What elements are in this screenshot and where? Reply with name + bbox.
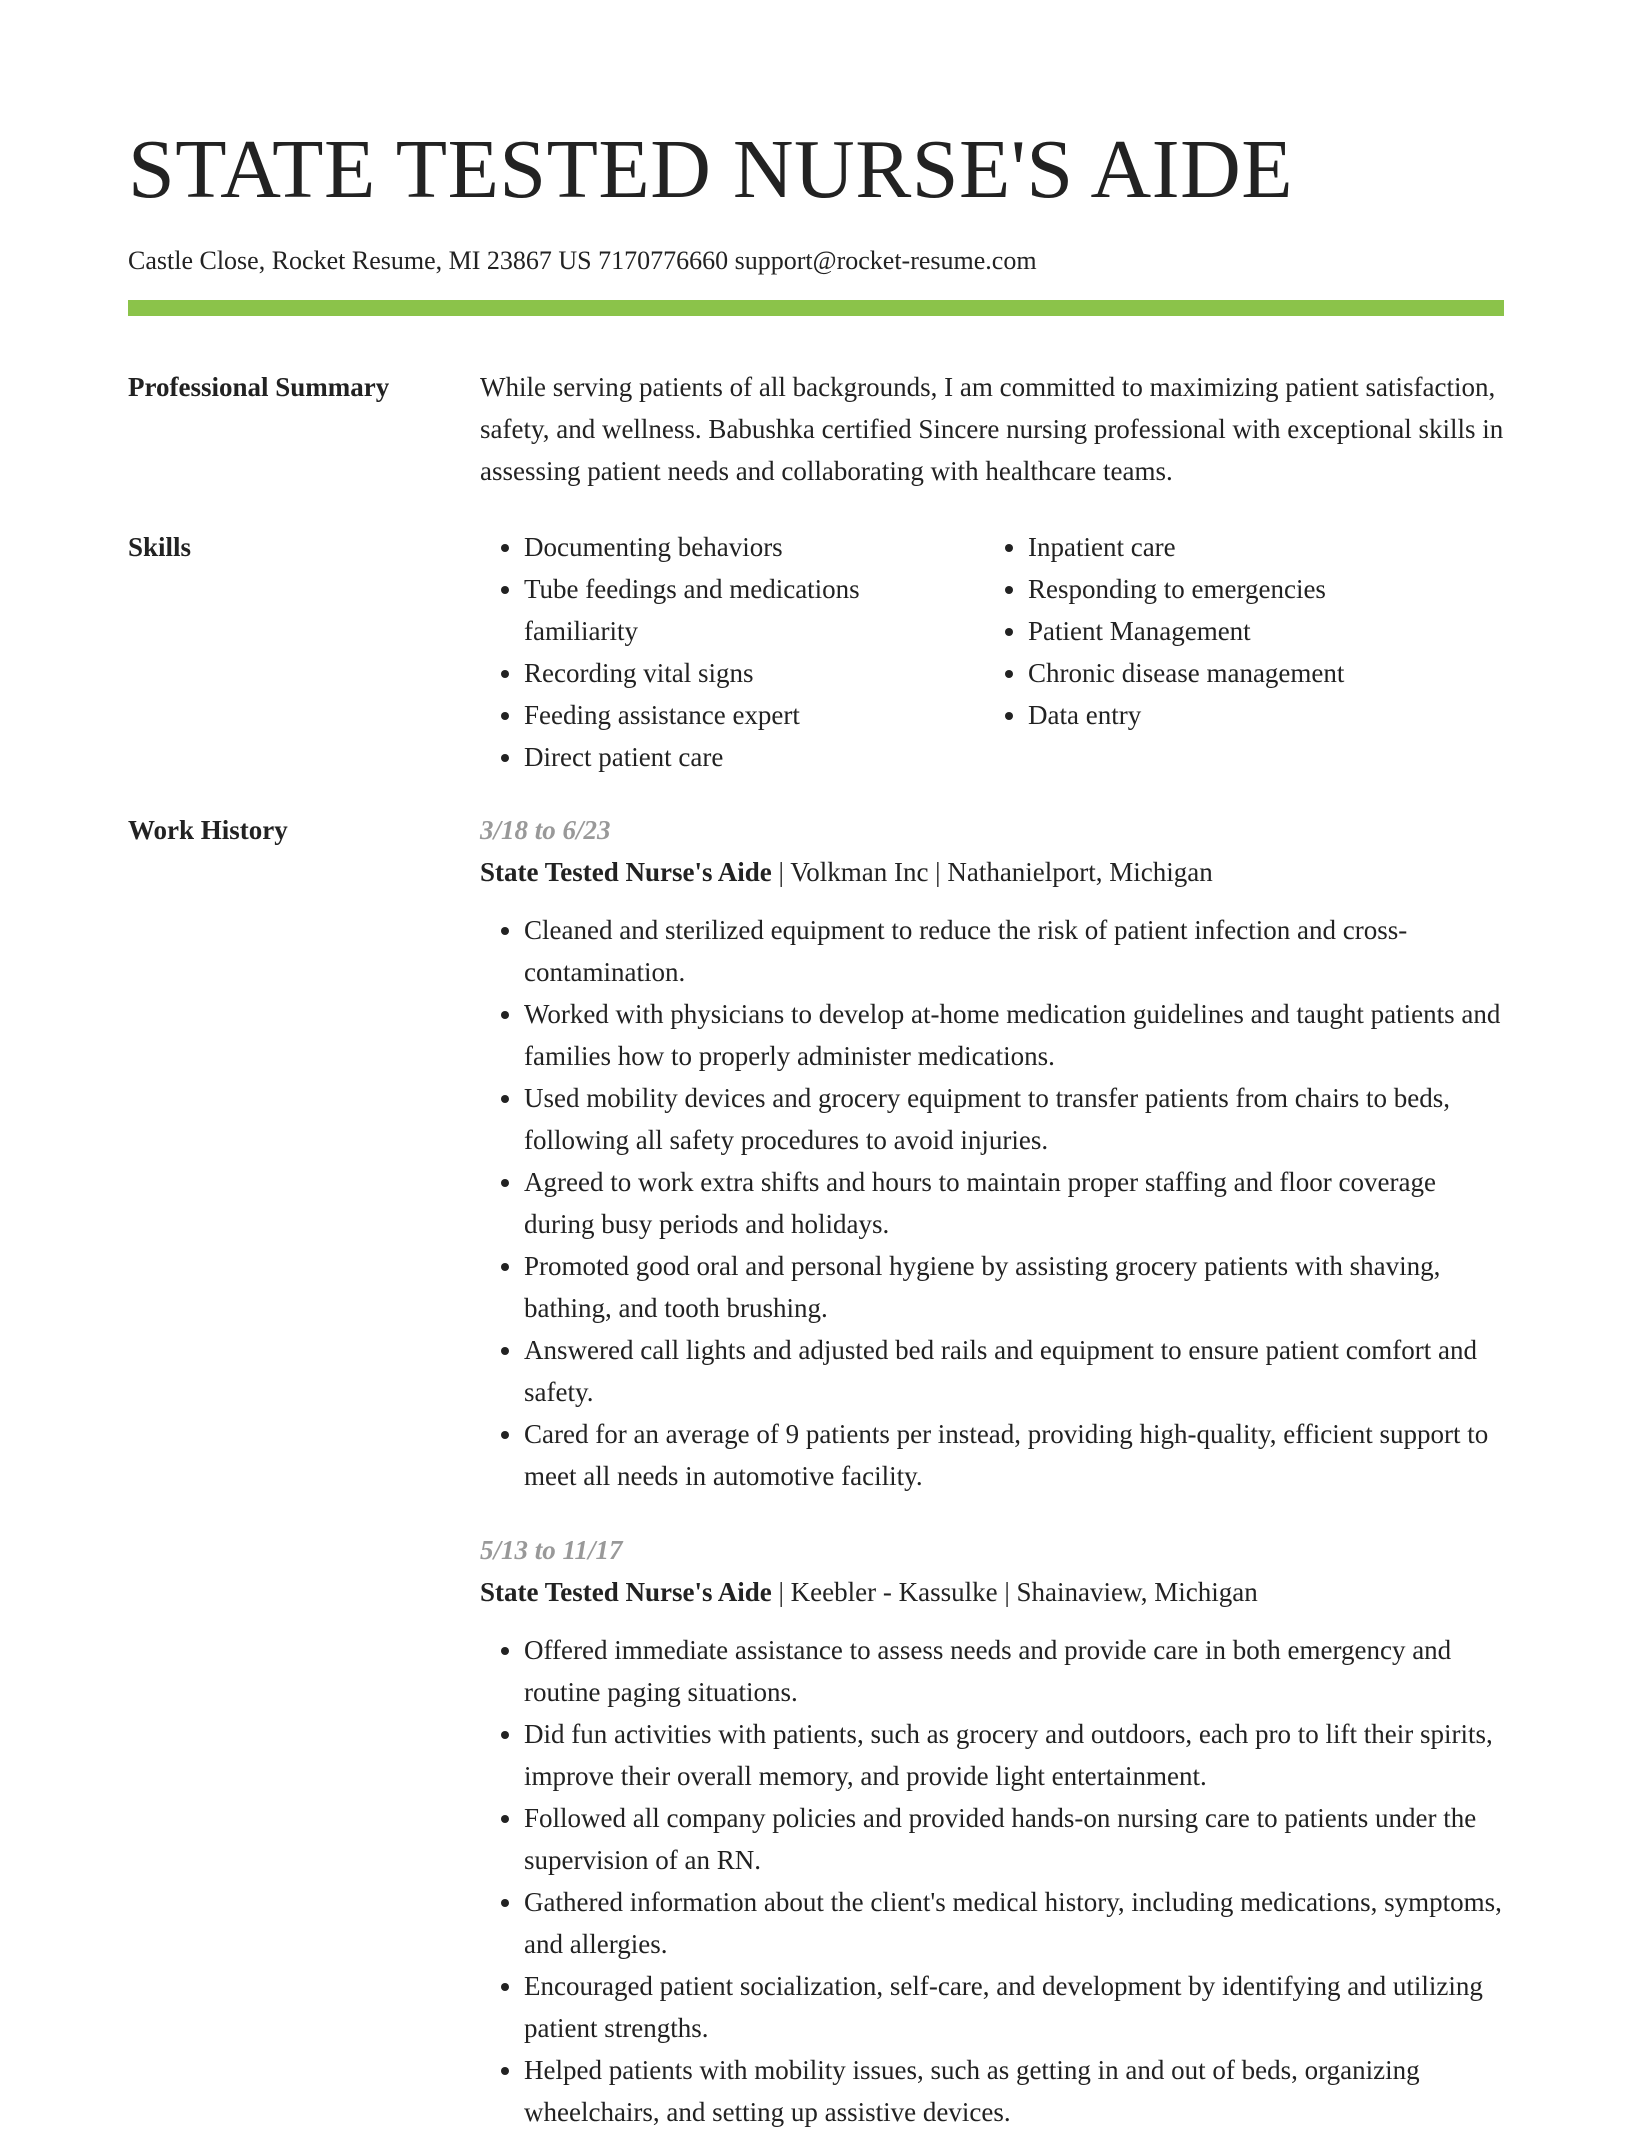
job-bullet: • Offered immediate assistance to assess needs and provide care in both emergency and routine paging situations. xyxy=(524,1629,1504,1713)
skills-column-left xyxy=(480,526,984,778)
skill-item: • Responding to emergencies xyxy=(1028,568,1488,610)
job-title: State Tested Nurse's Aide xyxy=(480,1577,772,1607)
job-title: State Tested Nurse's Aide xyxy=(480,857,772,887)
job-details: | Keebler - Kassulke | Shainaview, Michigan xyxy=(771,1577,1258,1607)
job-bullet: • Used mobility devices and grocery equipment to transfer patients from chairs to beds, following all safety procedures to avoid injuries. xyxy=(524,1077,1504,1161)
skills-list-right xyxy=(984,526,1488,736)
skill-item: • Documenting behaviors xyxy=(524,526,984,568)
work-history-body xyxy=(480,809,1504,2133)
summary-heading: Professional Summary xyxy=(128,372,390,402)
job-details: | Volkman Inc | Nathanielport, Michigan xyxy=(771,857,1213,887)
summary-text: While serving patients of all backgrounds, I am committed to maximizing patient satisfaction, safety, and wellness. Babushka certified Sincere nursing professional with exceptional skills in assessing patient needs and collaborating with healthcare teams. xyxy=(480,372,1504,486)
summary-section xyxy=(128,366,1504,492)
job-bullet: • Cleaned and sterilized equipment to reduce the risk of patient infection and cross-contamination. xyxy=(524,909,1504,993)
job-bullet: • Answered call lights and adjusted bed rails and equipment to ensure patient comfort and safety. xyxy=(524,1329,1504,1413)
job-title-line xyxy=(480,851,1504,893)
skill-item: • Feeding assistance expert xyxy=(524,694,984,736)
job-dates: 5/13 to 11/17 xyxy=(480,1535,623,1565)
skill-item: • Chronic disease management xyxy=(1028,652,1488,694)
job-bullet: • Did fun activities with patients, such as grocery and outdoors, each pro to lift their spirits, improve their overall memory, and provide light entertainment. xyxy=(524,1713,1504,1797)
skills-columns xyxy=(480,526,1504,778)
job-dates: 3/18 to 6/23 xyxy=(480,815,611,845)
skill-item: • Data entry xyxy=(1028,694,1488,736)
job-title-line xyxy=(480,1571,1504,1613)
job-bullet: • Gathered information about the client's medical history, including medications, symptoms, and allergies. xyxy=(524,1881,1504,1965)
job-entry xyxy=(480,1529,1504,2133)
contact-line: Castle Close, Rocket Resume, MI 23867 US 7170776660 support@rocket-resume.com xyxy=(128,246,1037,275)
work-history-section xyxy=(128,809,1504,2133)
skill-item: • Inpatient care xyxy=(1028,526,1488,568)
work-history-heading: Work History xyxy=(128,815,288,845)
job-bullets xyxy=(480,1629,1504,2133)
header-divider xyxy=(128,300,1504,316)
skill-item: • Recording vital signs xyxy=(524,652,984,694)
job-bullet: • Promoted good oral and personal hygiene by assisting grocery patients with shaving, bathing, and tooth brushing. xyxy=(524,1245,1504,1329)
job-bullet: • Worked with physicians to develop at-home medication guidelines and taught patients and families how to properly administer medications. xyxy=(524,993,1504,1077)
job-bullet: • Encouraged patient socialization, self-care, and development by identifying and utilizing patient strengths. xyxy=(524,1965,1504,2049)
job-bullet: • Followed all company policies and provided hands-on nursing care to patients under the supervision of an RN. xyxy=(524,1797,1504,1881)
job-entry xyxy=(480,809,1504,1497)
job-bullet: • Agreed to work extra shifts and hours to maintain proper staffing and floor coverage during busy periods and holidays. xyxy=(524,1161,1504,1245)
skills-heading: Skills xyxy=(128,532,192,562)
skills-section xyxy=(128,526,1504,778)
skill-item: • Direct patient care xyxy=(524,736,984,778)
skill-item: • Tube feedings and medications familiarity xyxy=(524,568,984,652)
resume-page xyxy=(128,0,1504,2133)
resume-title: STATE TESTED NURSE'S AIDE xyxy=(128,123,1294,216)
skills-column-right xyxy=(984,526,1488,778)
skills-list-left xyxy=(480,526,984,778)
skill-item: • Patient Management xyxy=(1028,610,1488,652)
job-bullet: • Helped patients with mobility issues, such as getting in and out of beds, organizing wheelchairs, and setting up assistive devices. xyxy=(524,2049,1504,2133)
job-bullet: • Cared for an average of 9 patients per instead, providing high-quality, efficient support to meet all needs in automotive facility. xyxy=(524,1413,1504,1497)
job-bullets xyxy=(480,909,1504,1497)
